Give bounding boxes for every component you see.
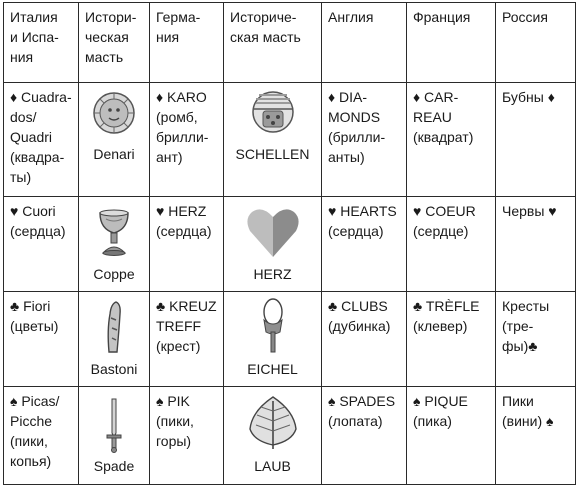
table-row-spades [4, 387, 576, 485]
cell-hist2 [224, 387, 322, 485]
cell-england: ♠ SPADES (лопата) [322, 387, 407, 485]
cell-germany: ♦ KARO (ромб, брилли- ант) [150, 83, 224, 197]
cell-russia: Бубны ♦ [496, 83, 576, 197]
caption-laub: LAUB [254, 458, 291, 474]
cell-hist1 [79, 83, 150, 197]
laub-leaf-icon [246, 395, 300, 451]
cell-italy: ♣ Fiori (цветы) [4, 292, 79, 387]
caption-coppe: Coppe [93, 266, 135, 282]
table-row-hearts [4, 197, 576, 292]
cell-italy: ♠ Picas/ Picche (пики, копья) [4, 387, 79, 485]
cell-russia: Червы ♥ [496, 197, 576, 292]
header-historical-suit-2: Историче- ская масть [224, 3, 322, 83]
cell-hist2 [224, 197, 322, 292]
header-historical-suit-1: Истори- ческая масть [79, 3, 150, 83]
cell-russia: Кресты (тре- фы)♣ [496, 292, 576, 387]
eichel-acorn-icon [260, 298, 286, 354]
cell-hist1 [79, 197, 150, 292]
header-england: Англия [322, 3, 407, 83]
bastoni-club-icon [103, 300, 125, 354]
header-germany: Герма- ния [150, 3, 224, 83]
header-france: Франция [407, 3, 496, 83]
table-row-diamonds [4, 83, 576, 197]
denari-coin-icon [92, 91, 136, 135]
cell-italy: ♦ Cuadra- dos/ Quadri (квадра- ты) [4, 83, 79, 197]
cell-france: ♦ CAR- REAU (квадрат) [407, 83, 496, 197]
cell-hist2 [224, 292, 322, 387]
schellen-bell-icon [252, 89, 294, 135]
coppe-cup-icon [96, 207, 132, 257]
cell-germany: ♣ KREUZ TREFF (крест) [150, 292, 224, 387]
caption-herz: HERZ [253, 266, 292, 282]
cell-hist2 [224, 83, 322, 197]
caption-eichel: EICHEL [247, 361, 298, 377]
cell-england: ♣ CLUBS (дубинка) [322, 292, 407, 387]
header-italy-spain: Италия и Испа- ния [4, 3, 79, 83]
card-suits-table [3, 2, 576, 485]
cell-russia: Пики (вини) ♠ [496, 387, 576, 485]
caption-spade: Spade [93, 458, 135, 474]
header-row [4, 3, 576, 83]
cell-france: ♥ COEUR (сердце) [407, 197, 496, 292]
caption-bastoni: Bastoni [90, 361, 138, 377]
cell-germany: ♠ PIK (пики, горы) [150, 387, 224, 485]
cell-england: ♥ HEARTS (сердца) [322, 197, 407, 292]
cell-france: ♣ TRÈFLE (клевер) [407, 292, 496, 387]
cell-england: ♦ DIA- MONDS (брилли- анты) [322, 83, 407, 197]
header-russia: Россия [496, 3, 576, 83]
cell-hist1 [79, 292, 150, 387]
cell-france: ♠ PIQUE (пика) [407, 387, 496, 485]
table-row-clubs [4, 292, 576, 387]
herz-heart-icon [246, 207, 300, 259]
caption-schellen: SCHELLEN [235, 146, 310, 162]
cell-germany: ♥ HERZ (сердца) [150, 197, 224, 292]
caption-denari: Denari [93, 146, 135, 162]
cell-hist1 [79, 387, 150, 485]
cell-italy: ♥ Cuori (сердца) [4, 197, 79, 292]
spade-sword-icon [105, 397, 123, 453]
